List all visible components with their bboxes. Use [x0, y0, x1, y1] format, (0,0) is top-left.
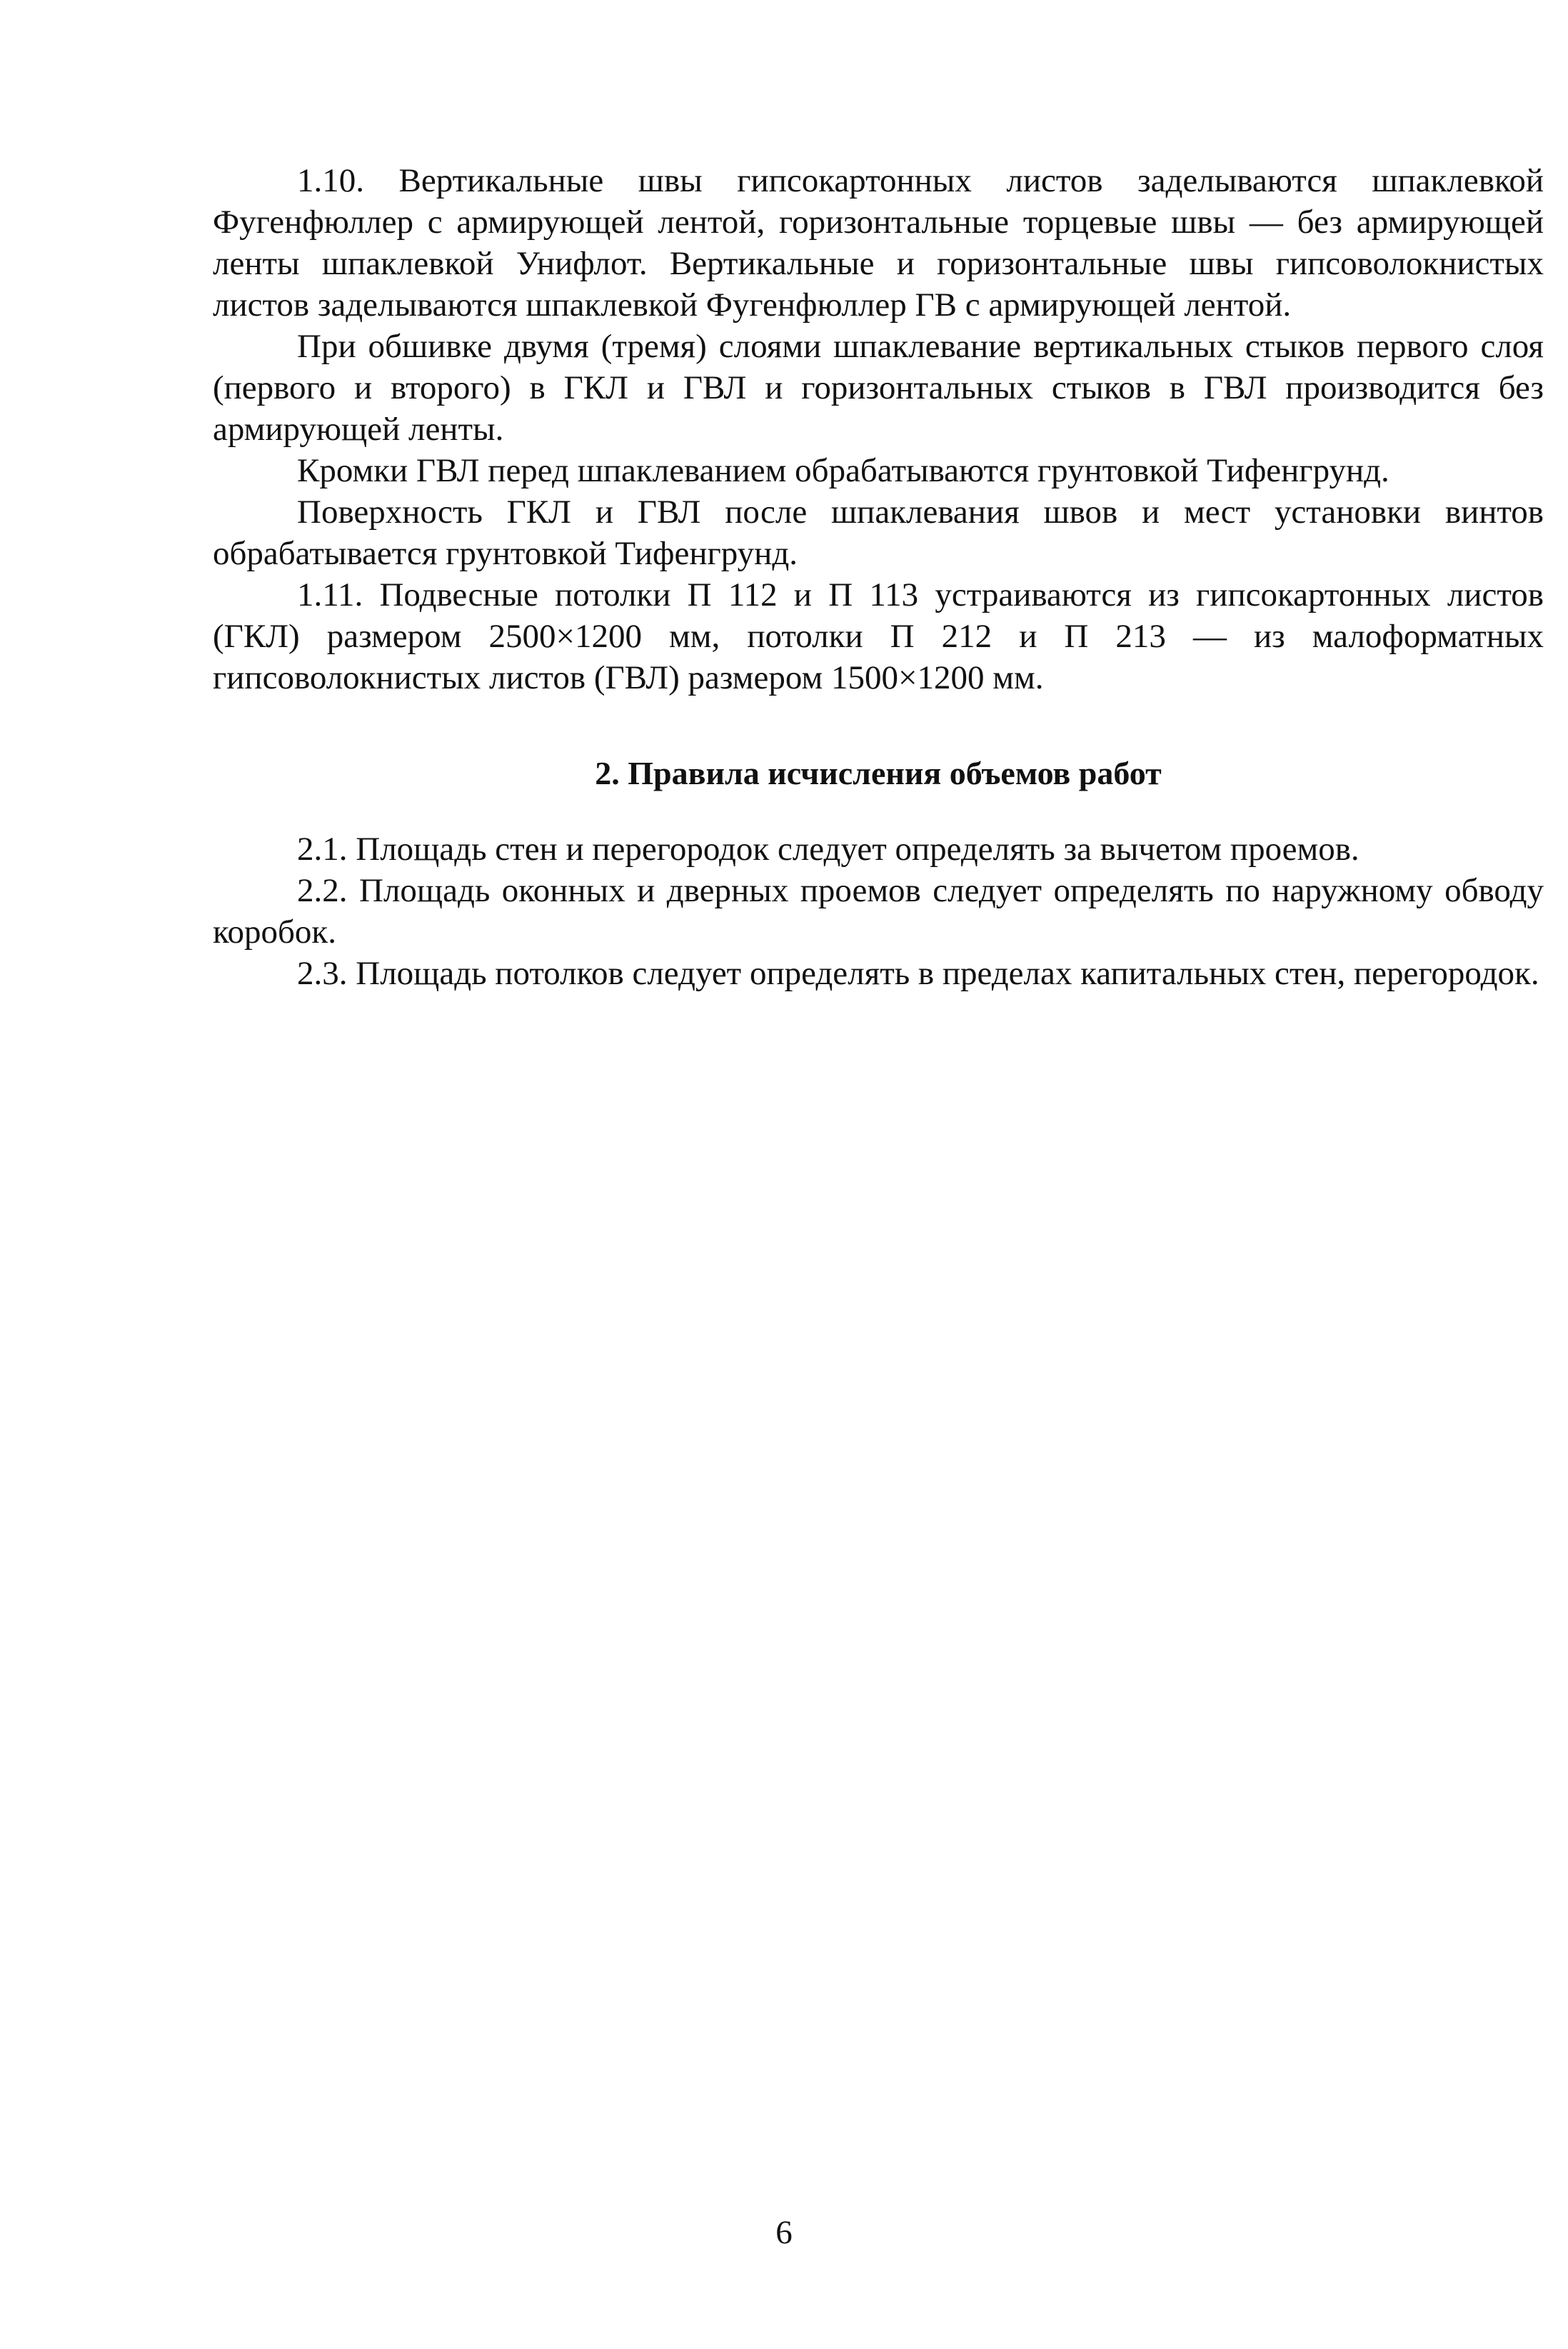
paragraph-2-2: 2.2. Площадь оконных и дверных проемов следует определять по наружному обводу коробок.: [213, 872, 1544, 951]
page-number: 6: [775, 2214, 793, 2251]
section-heading: 2. Правила исчисления объемов работ: [595, 755, 1162, 791]
paragraph-2-1: 2.1. Площадь стен и перегородок следует определять за вычетом проемов.: [297, 831, 1360, 868]
page-body: [213, 160, 1544, 994]
paragraph-surface-priming: Поверхность ГКЛ и ГВЛ после шпаклевания швов и мест установки винтов обрабатывается грунтовкой Тифенгрунд.: [213, 494, 1544, 572]
paragraph-2-3: 2.3. Площадь потолков следует определять в пределах капитальных стен, перегородок.: [297, 955, 1539, 992]
paragraph-double-layer: При обшивке двумя (тремя) слоями шпаклевание вертикальных стыков первого слоя (первого и второго) в ГКЛ и ГВЛ и горизонтальных стыков в ГВЛ производится без армирующей ленты.: [213, 328, 1544, 448]
paragraph-1-10: 1.10. Вертикальные швы гипсокартонных листов заделываются шпаклевкой Фугенфюллер с армирующей лентой, горизонтальные торцевые швы — без армирующей ленты шпаклевкой Унифлот. Вертикальные и горизонтальные швы гипсоволокнистых листов заделываются шпаклевкой Фугенфюллер ГВ с армирующей лентой.: [213, 162, 1544, 324]
paragraph-1-11: 1.11. Подвесные потолки П 112 и П 113 устраиваются из гипсокартонных листов (ГКЛ) размером 2500×1200 мм, потолки П 212 и П 213 — из малоформатных гипсоволокнистых листов (ГВЛ) размером 1500×1200 мм.: [213, 576, 1544, 696]
paragraph-gvl-edges: Кромки ГВЛ перед шпаклеванием обрабатываются грунтовкой Тифенгрунд.: [297, 452, 1389, 489]
